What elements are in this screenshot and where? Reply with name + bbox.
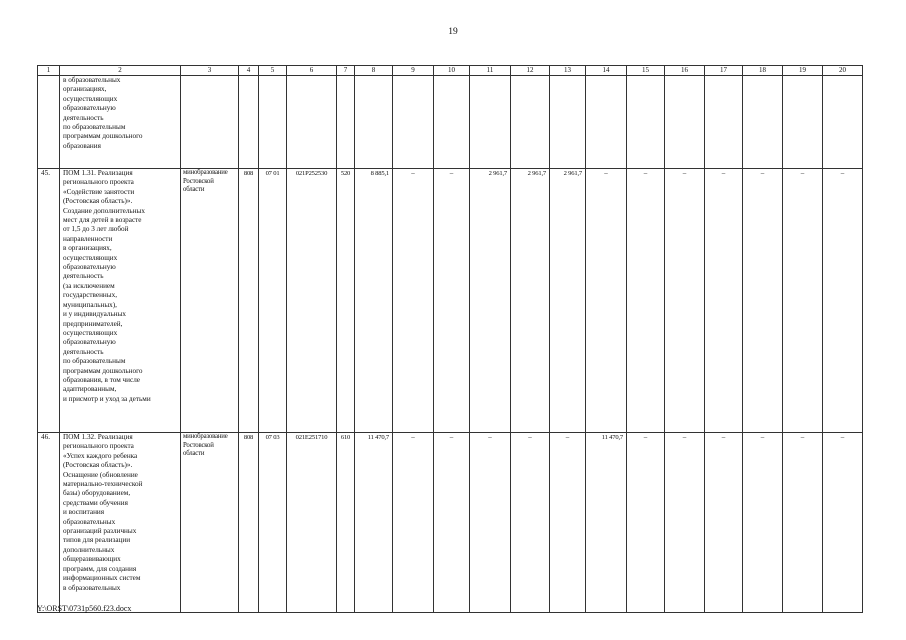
executor-line: области [183, 186, 205, 194]
year-value: – [705, 433, 743, 613]
description-line: ПОМ 1.32. Реализация [63, 433, 133, 441]
description-line: в организациях, [63, 244, 112, 253]
executor-line: области [183, 450, 205, 458]
section-code: 07 01 [259, 169, 287, 433]
description-line: образовательную [63, 104, 116, 113]
year-value: – [586, 169, 627, 433]
column-number: 4 [239, 66, 259, 76]
description-line: деятельность [63, 113, 104, 122]
description-line: деятельность [63, 347, 104, 356]
description-line: базы) оборудованием, [63, 489, 131, 498]
description-line: в образовательных [63, 76, 121, 84]
description-line: мест для детей в возрасте [63, 216, 142, 225]
description-line: по образовательным [63, 123, 126, 132]
table-row [38, 169, 863, 433]
description-line: деятельность [63, 272, 104, 281]
description-line: государственных, [63, 291, 118, 300]
description-line: Создание дополнительных [63, 206, 145, 215]
description-line: «Содействие занятости [63, 187, 135, 196]
year-value: – [665, 169, 705, 433]
year-value: 11 470,7 [586, 433, 627, 613]
description-line: в образовательных [63, 583, 121, 592]
column-number: 2 [60, 66, 181, 76]
year-value: – [393, 169, 434, 433]
column-number: 17 [705, 66, 743, 76]
description-line: программам дошкольного [63, 132, 143, 141]
table-row [38, 76, 863, 169]
description-line: ПОМ 1.31. Реализация [63, 169, 133, 177]
row-description [60, 169, 181, 433]
column-number: 8 [355, 66, 393, 76]
year-value: – [434, 169, 470, 433]
description-line: образовательных [63, 517, 116, 526]
description-line: (Ростовская область)». [63, 197, 133, 206]
section-code: 07 03 [259, 433, 287, 613]
column-number-row [38, 66, 863, 76]
table-row [38, 433, 863, 613]
description-line: типов для реализации [63, 536, 131, 545]
year-value: – [627, 433, 665, 613]
year-value: – [627, 169, 665, 433]
column-number: 14 [586, 66, 627, 76]
description-line: материально-технической [63, 480, 143, 489]
column-number: 12 [511, 66, 550, 76]
column-number: 20 [823, 66, 863, 76]
description-line: образования, в том числе [63, 375, 140, 384]
description-line: от 1,5 до 3 лет любой [63, 225, 129, 234]
column-number: 6 [287, 66, 337, 76]
responsible-executor [181, 433, 239, 613]
total-amount: 8 885,1 [355, 169, 393, 433]
executor-line: Ростовской [183, 177, 214, 185]
column-number: 7 [337, 66, 355, 76]
description-line: программ, для создания [63, 564, 137, 573]
year-value: – [665, 433, 705, 613]
year-value: – [705, 169, 743, 433]
column-number: 19 [783, 66, 823, 76]
description-line: по образовательным [63, 357, 126, 366]
year-value: – [783, 433, 823, 613]
description-line: средствами обучения [63, 498, 128, 507]
description-line: образования [63, 141, 101, 150]
description-line: организациях, [63, 85, 107, 94]
description-line: регионального проекта [63, 178, 134, 187]
target-article-code: 021P252530 [287, 169, 337, 433]
description-line: дополнительных [63, 545, 115, 554]
year-value: 2 961,7 [550, 169, 586, 433]
column-number: 15 [627, 66, 665, 76]
column-number: 1 [38, 66, 60, 76]
ministry-code: 808 [239, 169, 259, 433]
row-number: 45. [38, 169, 60, 433]
row-description [60, 76, 181, 169]
executor-line: Ростовской [183, 441, 214, 449]
responsible-executor [181, 169, 239, 433]
description-line: предпринимателей, [63, 319, 123, 328]
column-number: 9 [393, 66, 434, 76]
target-article-code: 021E251710 [287, 433, 337, 613]
description-line: осуществляющих [63, 328, 118, 337]
description-line: программам дошкольного [63, 366, 143, 375]
expense-type-code: 520 [337, 169, 355, 433]
column-number: 11 [470, 66, 511, 76]
budget-table [37, 65, 863, 613]
description-line: общеразвивающих [63, 555, 121, 564]
year-value: – [823, 169, 863, 433]
description-line: и присмотр и уход за детьми [63, 394, 151, 403]
description-line: направленности [63, 234, 113, 243]
description-line: осуществляющих [63, 94, 118, 103]
description-line: регионального проекта [63, 442, 134, 451]
year-value: – [743, 169, 783, 433]
description-line: (за исключением [63, 281, 115, 290]
total-amount: 11 470,7 [355, 433, 393, 613]
executor-line: минобразование [183, 433, 228, 440]
year-value: – [783, 169, 823, 433]
column-number: 5 [259, 66, 287, 76]
executor-line: минобразование [183, 169, 228, 176]
year-value: 2 961,7 [470, 169, 511, 433]
description-line: Оснащение (обновление [63, 470, 138, 479]
ministry-code: 808 [239, 433, 259, 613]
description-line: и у индивидуальных [63, 310, 127, 319]
year-value: – [434, 433, 470, 613]
description-line: (Ростовская область)». [63, 461, 133, 470]
column-number: 13 [550, 66, 586, 76]
year-value: – [550, 433, 586, 613]
description-line: адаптированным, [63, 385, 117, 394]
column-number: 3 [181, 66, 239, 76]
description-line: образовательную [63, 338, 116, 347]
row-description [60, 433, 181, 613]
column-number: 16 [665, 66, 705, 76]
year-value: 2 961,7 [511, 169, 550, 433]
description-line: «Успех каждого ребенка [63, 451, 138, 460]
year-value: – [470, 433, 511, 613]
row-number: 46. [38, 433, 60, 613]
page-number: 19 [448, 27, 458, 37]
year-value: – [743, 433, 783, 613]
year-value: – [823, 433, 863, 613]
column-number: 18 [743, 66, 783, 76]
file-path-footer: Y:\ORST\0731p560.f23.docx [37, 604, 132, 613]
year-value: – [511, 433, 550, 613]
description-line: осуществляющих [63, 253, 118, 262]
description-line: и воспитания [63, 508, 105, 517]
description-line: муниципальных), [63, 300, 117, 309]
expense-type-code: 610 [337, 433, 355, 613]
description-line: образовательную [63, 263, 116, 272]
description-line: организаций различных [63, 527, 137, 536]
description-line: информационных систем [63, 574, 141, 583]
column-number: 10 [434, 66, 470, 76]
year-value: – [393, 433, 434, 613]
